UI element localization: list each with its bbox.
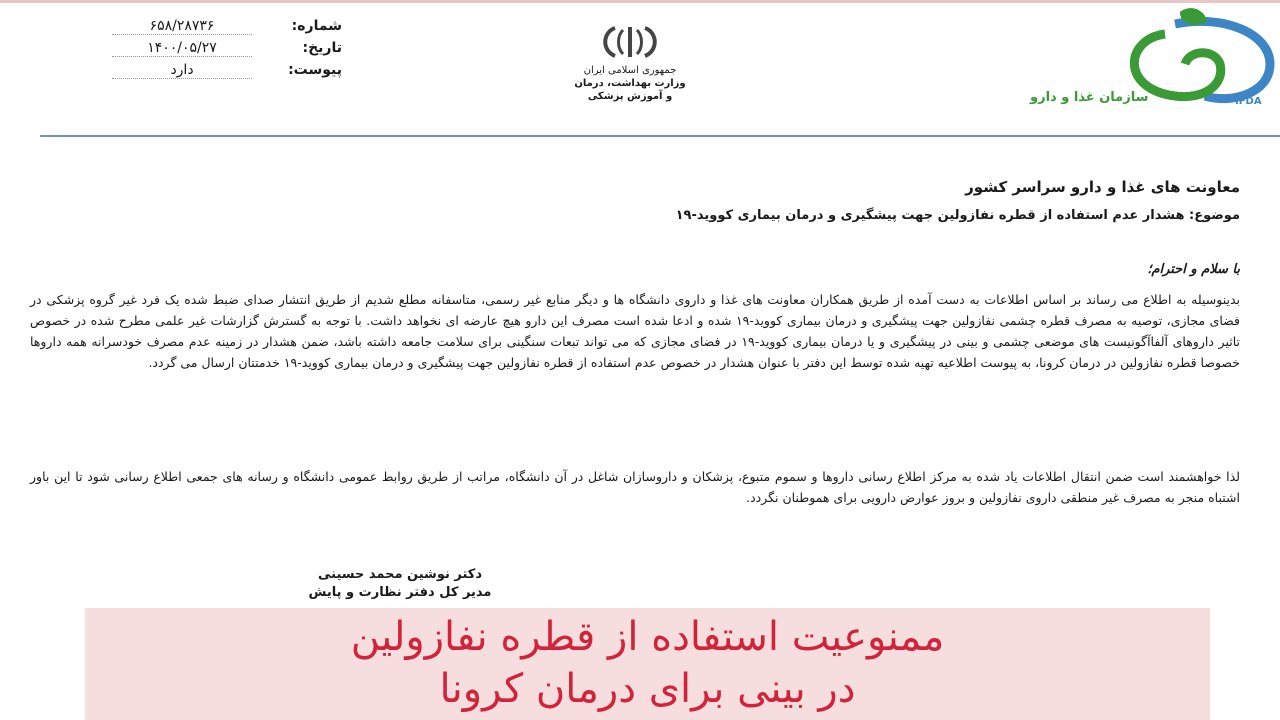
recipient: معاونت های غذا و دارو سراسر کشور [965,178,1240,196]
signer-name: دکتر نوشین محمد حسینی [317,567,483,582]
banner-line-1: ممنوعیت استفاده از قطره نفازولین [350,614,945,660]
number-row [92,16,352,38]
greeting: با سلام و احترام؛ [1147,262,1240,277]
letter-meta [92,16,352,82]
ifda-logo-text: سازمان غذا و دارو [1030,90,1149,105]
number-value: ۶۵۸/۲۸۷۳۶ [112,18,252,35]
attachment-value: دارد [112,62,252,79]
banner-line-2: در بینی برای درمان کرونا [439,666,856,712]
ifda-abbr: IFDA [1235,96,1262,107]
attachment-label: پیوست: [288,62,342,78]
emblem-caption-1: جمهوری اسلامی ایران [583,65,677,76]
signer-title: مدیر کل دفتر نظارت و پایش [308,585,492,600]
ifda-leaf-icon [1025,4,1275,104]
paragraph-2: لذا خواهشمند است ضمن انتقال اطلاعات یاد شده به مرکز اطلاع رسانی داروها و سموم متبوع، پزشکان و داروسازان شاغل در آن دانشگاه، مراتب از طریق روابط عمومی دانشگاه و رسانه های جمعی اطلاع رسانی شود تا این باور اشتباه منجر به مصرف غیر منطقی داروی نفازولین و بروز عوارض دارویی برای هموطنان نگردد. [30,469,1240,505]
top-border [0,0,1280,3]
header-separator [40,135,1280,137]
number-label: شماره: [291,18,342,34]
overlay-banner [85,608,1210,720]
signature-block [255,566,545,602]
date-label: تاریخ: [302,40,342,56]
emblem-caption-3: و آموزش پزشکی [587,91,673,102]
subject: موضوع: هشدار عدم استفاده از قطره نفازولین جهت پیشگیری و درمان بیماری کووید-۱۹ [675,208,1240,223]
ministry-emblem [530,24,730,103]
date-row [92,38,352,60]
attachment-row [92,60,352,82]
emblem-caption-2: وزارت بهداشت، درمان [574,78,686,89]
ifda-logo [1025,4,1275,114]
iran-emblem-icon [585,24,675,60]
paragraph-1: بدینوسیله به اطلاع می رساند بر اساس اطلاعات به دست آمده از طریق همکاران معاونت های غذا و داروی دانشگاه ها و دیگر منابع غیر رسمی، متاسفانه مطلع شدیم از طریق انتشار صدای ضبط شده یک فرد غیر گروه پزشکی در فضای مجازی، توصیه به مصرف قطره چشمی نفازولین جهت پیشگیری و درمان بیماری کووید-۱۹ شده و ادعا شده است مصرف این دارو هیچ عارضه ای نخواهد داشت. با توجه به گسترش گزارشات غیر علمی مطرح شده در خصوص تاثیر داروهای آلفاآگونیست های موضعی چشمی و بینی در پیشگیری و یا درمان بیماری کووید-۱۹ در فضای مجازی که می تواند تبعات سنگینی برای سلامت جامعه داشته باشد، ضمن هشدار در زمینه عدم مصرف خودسرانه همه داروها خصوصا قطره نفازولین در درمان کرونا، به پیوست اطلاعیه تهیه شده توسط این دفتر با عنوان هشدار در خصوص عدم استفاده از قطره نفازولین جهت پیشگیری و درمان بیماری کووید-۱۹ خدمتتان ارسال می گردد. [30,292,1240,370]
date-value: ۱۴۰۰/۰۵/۲۷ [112,40,252,57]
